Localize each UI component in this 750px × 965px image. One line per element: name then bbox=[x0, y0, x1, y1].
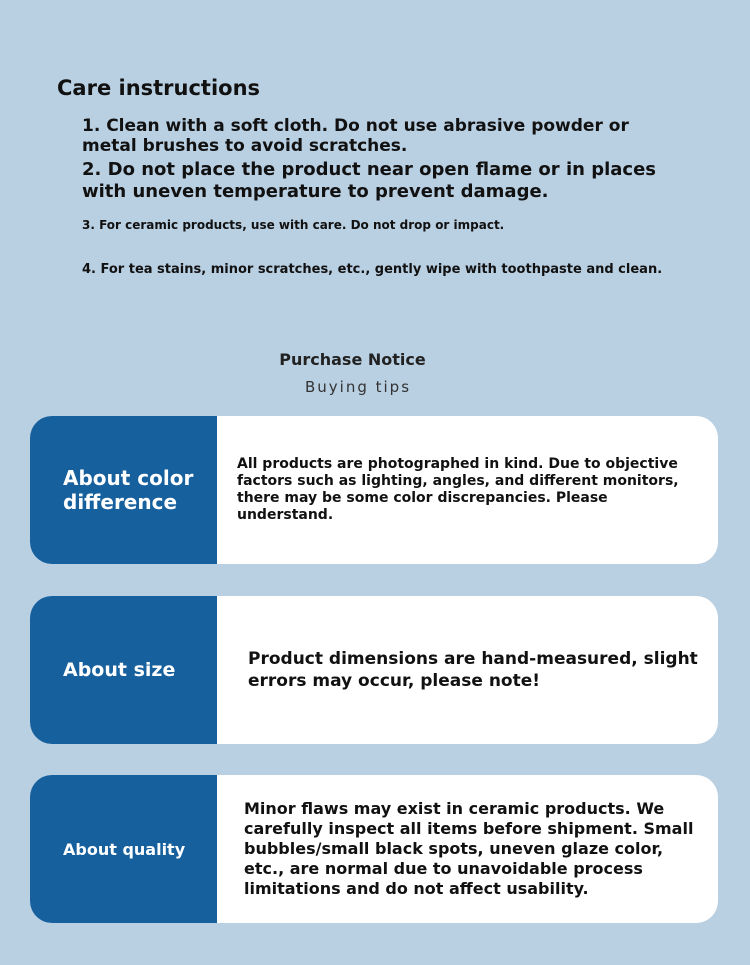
care-item-4: 4. For tea stains, minor scratches, etc., gently wipe with toothpaste and clean. bbox=[82, 262, 663, 277]
size-card bbox=[30, 596, 718, 744]
purchase-notice-subtitle: Buying tips bbox=[304, 378, 412, 396]
card-text: Minor flaws may exist in ceramic products. We carefully inspect all items before shipment. Small bubbles/small black spots, uneven glaze color, etc., are normal due to unavoidable process limitations and do not affect usability. bbox=[244, 799, 694, 898]
purchase-notice-title: Purchase Notice bbox=[279, 350, 426, 369]
care-item-2: 2. Do not place the product near open flame or in places with uneven temperature to prevent damage. bbox=[82, 159, 656, 202]
card-text: Product dimensions are hand-measured, slight errors may occur, please note! bbox=[248, 649, 698, 691]
quality-card bbox=[30, 775, 718, 923]
card-label: About color difference bbox=[30, 416, 217, 564]
card-text: All products are photographed in kind. Due to objective factors such as lighting, angles, and different monitors, there may be some color discrepancies. Please understand. bbox=[237, 456, 679, 523]
care-item-3: 3. For ceramic products, use with care. Do not drop or impact. bbox=[82, 218, 505, 232]
card-label: About quality bbox=[30, 775, 217, 923]
care-item-1: 1. Clean with a soft cloth. Do not use abrasive powder or metal brushes to avoid scratches. bbox=[82, 116, 629, 156]
color-difference-card bbox=[30, 416, 718, 564]
card-label: About size bbox=[30, 596, 217, 744]
care-instructions-title: Care instructions bbox=[57, 76, 261, 100]
